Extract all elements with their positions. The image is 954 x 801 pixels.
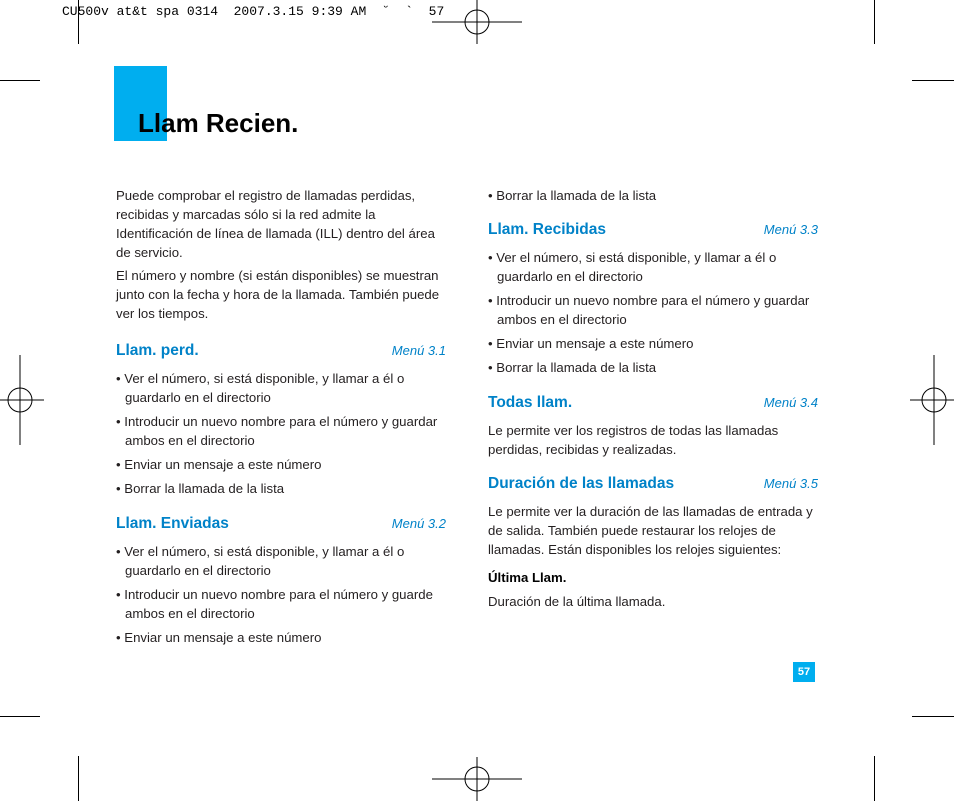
intro-paragraph: El número y nombre (si están disponibles) se muestran junto con la fecha y hora de la llamada. También puede ver los tiempos. — [116, 268, 440, 321]
list-item: • Borrar la llamada de la lista — [488, 360, 657, 375]
section-title: Llam. Enviadas — [116, 515, 229, 532]
section-heading — [488, 474, 818, 493]
registration-mark-bottom — [432, 757, 522, 801]
section-text: Le permite ver la duración de las llamadas de entrada y de salida. También puede restaurar los relojes de llamadas. Están disponibles los relojes siguientes: — [488, 504, 813, 557]
menu-ref: Menú 3.3 — [763, 222, 818, 237]
list-item: • Introducir un nuevo nombre para el número y guardar ambos en el directorio — [488, 293, 810, 327]
list-item: • Introducir un nuevo nombre para el número y guardar ambos en el directorio — [116, 414, 438, 448]
registration-mark-left — [0, 355, 44, 445]
page-number: 57 — [793, 662, 815, 682]
left-column — [116, 186, 446, 647]
crop-mark — [78, 756, 79, 801]
print-header: CU500v at&t spa 0314 2007.3.15 9:39 AM ˘ ` 57 — [62, 4, 445, 19]
list-item: • Enviar un mensaje a este número — [488, 336, 694, 351]
list-item: • Borrar la llamada de la lista — [488, 188, 657, 203]
menu-ref: Menú 3.4 — [763, 395, 818, 410]
section-heading — [488, 393, 818, 412]
section-title: Duración de las llamadas — [488, 475, 675, 492]
section-title: Llam. Recibidas — [488, 221, 607, 238]
section-title: Todas llam. — [488, 394, 573, 411]
section-heading — [116, 341, 446, 360]
registration-mark-right — [910, 355, 954, 445]
crop-mark — [0, 716, 40, 717]
menu-ref: Menú 3.2 — [391, 516, 446, 531]
list-item: • Ver el número, si está disponible, y llamar a él o guardarlo en el directorio — [116, 544, 405, 578]
crop-mark — [912, 716, 954, 717]
list-item: • Ver el número, si está disponible, y llamar a él o guardarlo en el directorio — [488, 250, 777, 284]
menu-ref: Menú 3.5 — [763, 476, 818, 491]
registration-mark-top — [432, 0, 522, 44]
list-item: • Enviar un mensaje a este número — [116, 630, 322, 645]
page-title: Llam Recien. — [138, 108, 299, 138]
list-item: • Ver el número, si está disponible, y llamar a él o guardarlo en el directorio — [116, 371, 405, 405]
section-text: Le permite ver los registros de todas las llamadas perdidas, recibidas y realizadas. — [488, 423, 779, 457]
section-heading — [488, 220, 818, 239]
section-title: Llam. perd. — [116, 342, 199, 359]
menu-ref: Menú 3.1 — [391, 343, 446, 358]
crop-mark — [912, 80, 954, 81]
list-item: • Borrar la llamada de la lista — [116, 481, 285, 496]
section-heading — [116, 514, 446, 533]
subheading: Última Llam. — [488, 570, 567, 585]
right-column — [488, 186, 818, 611]
list-item: • Introducir un nuevo nombre para el número y guarde ambos en el directorio — [116, 587, 433, 621]
crop-mark — [874, 756, 875, 801]
crop-mark — [0, 80, 40, 81]
crop-mark — [874, 0, 875, 44]
list-item: • Enviar un mensaje a este número — [116, 457, 322, 472]
intro-paragraph: Puede comprobar el registro de llamadas perdidas, recibidas y marcadas sólo si la red admite la Identificación de línea de llamada (ILL) dentro del área de servicio. — [116, 188, 435, 260]
section-text: Duración de la última llamada. — [488, 594, 666, 609]
